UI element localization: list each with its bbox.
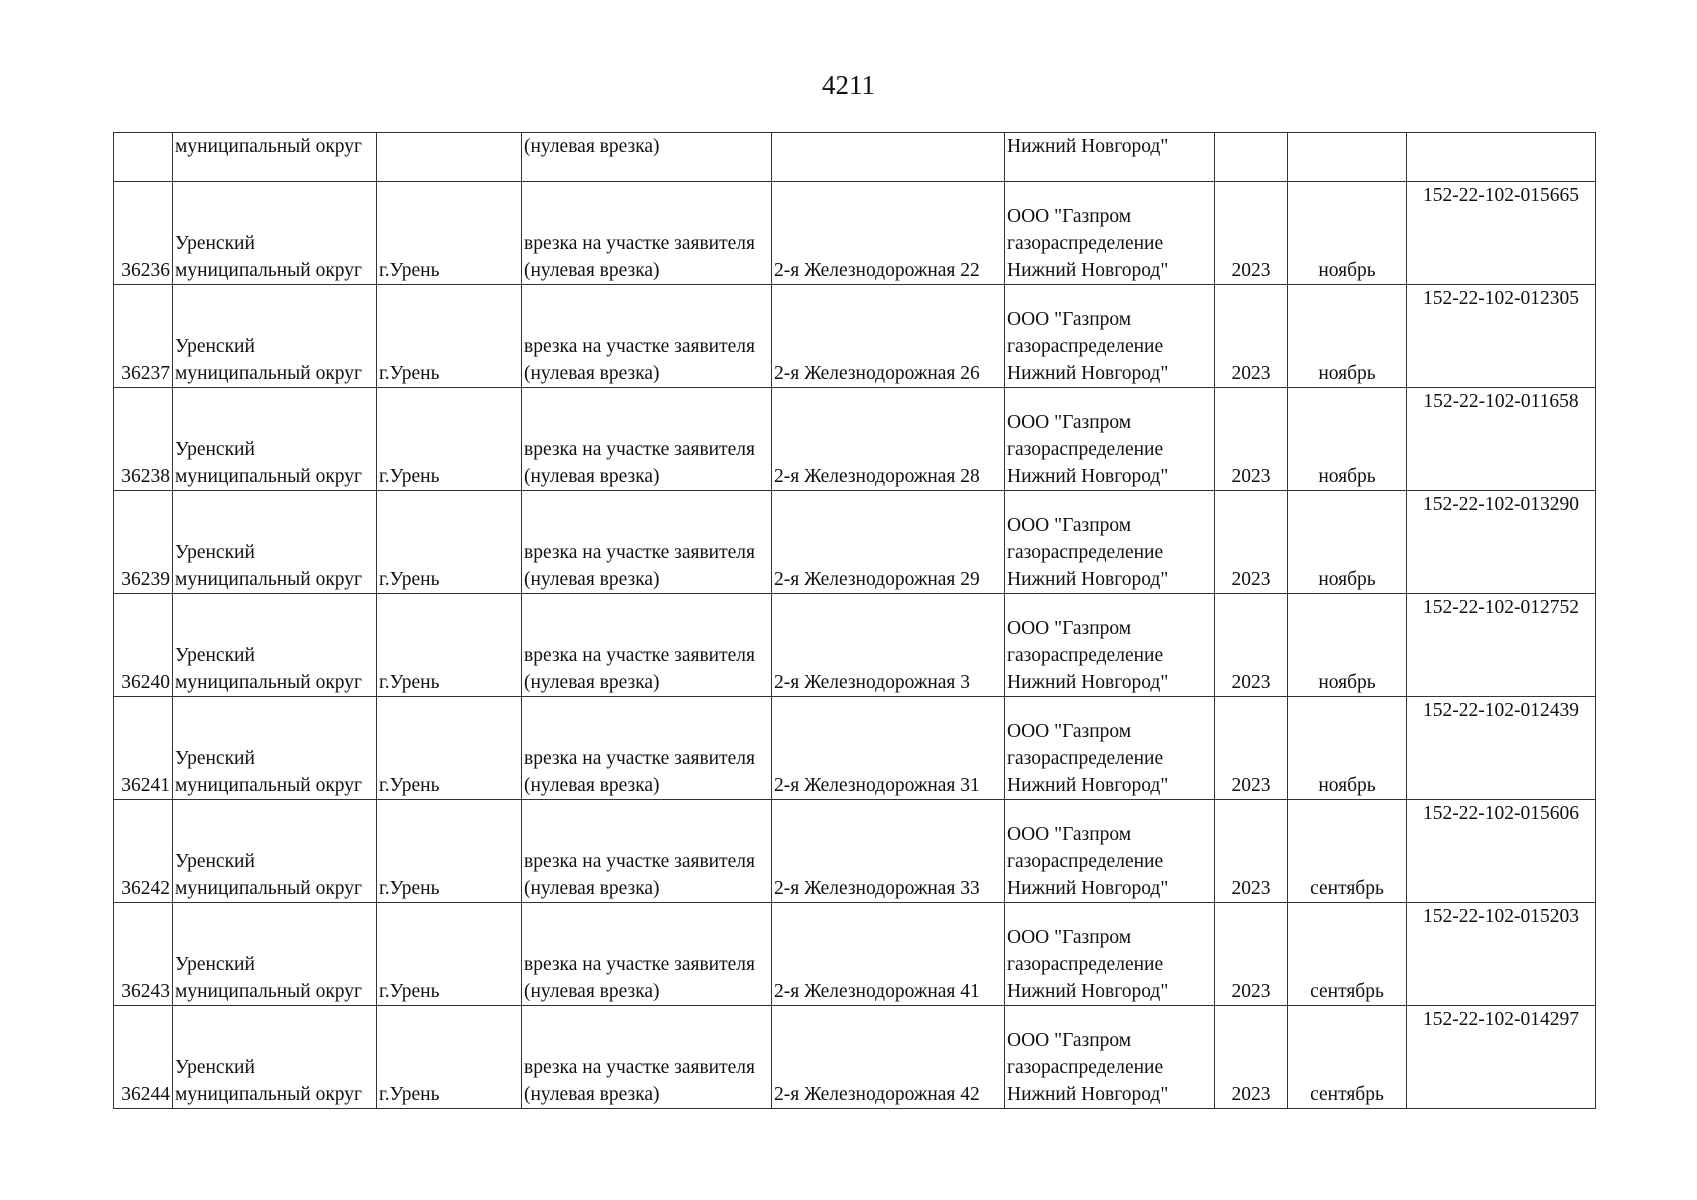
cell-year: [1215, 903, 1288, 1006]
cell-code: [1407, 182, 1596, 285]
method-line-1: врезка на участке заявителя: [524, 439, 755, 460]
cell-num: [114, 1006, 173, 1109]
table-row: [114, 182, 1596, 285]
cell-locality: [377, 800, 522, 903]
cell-year: [1215, 491, 1288, 594]
cell-num: [114, 800, 173, 903]
method-line-1: врезка на участке заявителя: [524, 748, 755, 769]
cell-district: муниципальный округ: [173, 133, 377, 182]
district-type: муниципальный округ: [175, 775, 363, 796]
cell-code: [1407, 133, 1596, 182]
table-row: [114, 697, 1596, 800]
org-line-1: ООО "Газпром: [1007, 618, 1132, 639]
org-line-1: ООО "Газпром: [1007, 927, 1132, 948]
cell-address: [772, 133, 1005, 182]
table-row: [114, 285, 1596, 388]
cell-address: [772, 697, 1005, 800]
year: 2023: [1231, 878, 1271, 899]
cell-code: [1407, 697, 1596, 800]
table-body: [114, 133, 1596, 1109]
district-name: Уренский: [175, 748, 255, 769]
method-line-2: (нулевая врезка): [524, 1084, 660, 1105]
registry-code: 152-22-102-015606: [1423, 803, 1579, 824]
cell-month: [1288, 133, 1407, 182]
district-type: муниципальный округ: [175, 878, 363, 899]
cell-address: [772, 1006, 1005, 1109]
district-name: Уренский: [175, 954, 255, 975]
org-line-2: газораспределение: [1007, 542, 1164, 563]
year: 2023: [1231, 775, 1271, 796]
address: 2-я Железнодорожная 41: [774, 981, 980, 1002]
locality: г.Урень: [379, 981, 440, 1002]
cell-num: [114, 285, 173, 388]
district-name: Уренский: [175, 542, 255, 563]
org-line-1: ООО "Газпром: [1007, 309, 1132, 330]
cell-code: [1407, 285, 1596, 388]
district-name: Уренский: [175, 233, 255, 254]
table-row: [114, 491, 1596, 594]
month: сентябрь: [1310, 878, 1384, 899]
cell-month: [1288, 491, 1407, 594]
cell-year: [1215, 697, 1288, 800]
org-line-3: Нижний Новгород": [1007, 260, 1169, 281]
cell-org: [1005, 903, 1215, 1006]
cell-method: [522, 800, 772, 903]
cell-address: [772, 800, 1005, 903]
cell-year: [1215, 285, 1288, 388]
cell-district: [173, 594, 377, 697]
address: 2-я Железнодорожная 22: [774, 260, 980, 281]
registry-code: 152-22-102-013290: [1423, 494, 1579, 515]
table-row: [114, 594, 1596, 697]
method-line-2: (нулевая врезка): [524, 363, 660, 384]
cell-num: [114, 182, 173, 285]
cell-method: [522, 182, 772, 285]
method-line-2: (нулевая врезка): [524, 260, 660, 281]
cell-org: [1005, 594, 1215, 697]
method-line-2: (нулевая врезка): [524, 672, 660, 693]
row-number: 36240: [121, 672, 170, 693]
cell-year: [1215, 133, 1288, 182]
cell-locality: [377, 388, 522, 491]
cell-locality: [377, 903, 522, 1006]
org-line-1: ООО "Газпром: [1007, 1030, 1132, 1051]
month: сентябрь: [1310, 1084, 1384, 1105]
registry-code: 152-22-102-012439: [1423, 700, 1579, 721]
cell-org: [1005, 1006, 1215, 1109]
month: сентябрь: [1310, 981, 1384, 1002]
district-type: муниципальный округ: [175, 1084, 363, 1105]
org-line-3: Нижний Новгород": [1007, 363, 1169, 384]
cell-month: [1288, 903, 1407, 1006]
district-type: муниципальный округ: [175, 363, 363, 384]
district-name: Уренский: [175, 439, 255, 460]
address: 2-я Железнодорожная 26: [774, 363, 980, 384]
row-number: 36241: [121, 775, 170, 796]
cell-org: [1005, 800, 1215, 903]
cell-year: [1215, 594, 1288, 697]
org-line-3: Нижний Новгород": [1007, 672, 1169, 693]
cell-org: [1005, 697, 1215, 800]
registry-code: 152-22-102-014297: [1423, 1009, 1579, 1030]
cell-locality: [377, 697, 522, 800]
org-line-2: газораспределение: [1007, 1057, 1164, 1078]
locality: г.Урень: [379, 466, 440, 487]
cell-locality: [377, 133, 522, 182]
gas-connection-table: [113, 132, 1596, 1109]
cell-address: [772, 903, 1005, 1006]
cell-method: [522, 388, 772, 491]
cell-locality: [377, 182, 522, 285]
org-line-2: газораспределение: [1007, 954, 1164, 975]
locality: г.Урень: [379, 363, 440, 384]
cell-org: [1005, 182, 1215, 285]
cell-method: [522, 903, 772, 1006]
cell-num: [114, 491, 173, 594]
locality: г.Урень: [379, 569, 440, 590]
cell-district: [173, 491, 377, 594]
cell-code: [1407, 903, 1596, 1006]
cell-district: [173, 388, 377, 491]
month: ноябрь: [1318, 363, 1376, 384]
cell-month: [1288, 388, 1407, 491]
cell-year: [1215, 388, 1288, 491]
cell-locality: [377, 1006, 522, 1109]
row-number: 36244: [121, 1084, 170, 1105]
month: ноябрь: [1318, 569, 1376, 590]
row-number: 36238: [121, 466, 170, 487]
locality: г.Урень: [379, 878, 440, 899]
registry-code: 152-22-102-012752: [1423, 597, 1579, 618]
org-line-2: газораспределение: [1007, 645, 1164, 666]
method-line-1: врезка на участке заявителя: [524, 954, 755, 975]
cell-code: [1407, 800, 1596, 903]
cell-address: [772, 594, 1005, 697]
district-type: муниципальный округ: [175, 981, 363, 1002]
cell-method: [522, 1006, 772, 1109]
cell-district: [173, 697, 377, 800]
org-line-2: газораспределение: [1007, 851, 1164, 872]
district-type: муниципальный округ: [175, 569, 363, 590]
address: 2-я Железнодорожная 3: [774, 672, 971, 693]
row-number: 36236: [121, 260, 170, 281]
cell-org: [1005, 491, 1215, 594]
cell-address: [772, 491, 1005, 594]
cell-method: [522, 285, 772, 388]
cell-year: [1215, 1006, 1288, 1109]
cell-address: [772, 285, 1005, 388]
year: 2023: [1231, 981, 1271, 1002]
month: ноябрь: [1318, 260, 1376, 281]
org-line-1: ООО "Газпром: [1007, 515, 1132, 536]
method-line-2: (нулевая врезка): [524, 878, 660, 899]
address: 2-я Железнодорожная 33: [774, 878, 980, 899]
cell-code: [1407, 1006, 1596, 1109]
method-line-1: врезка на участке заявителя: [524, 851, 755, 872]
cell-code: [1407, 388, 1596, 491]
method-line-2: (нулевая врезка): [524, 569, 660, 590]
locality: г.Урень: [379, 260, 440, 281]
cell-method: [522, 594, 772, 697]
registry-code: 152-22-102-015203: [1423, 906, 1579, 927]
address: 2-я Железнодорожная 29: [774, 569, 980, 590]
org-line-2: газораспределение: [1007, 748, 1164, 769]
cell-year: [1215, 800, 1288, 903]
district-type: муниципальный округ: [175, 466, 363, 487]
table-row: [114, 1006, 1596, 1109]
method-line-1: врезка на участке заявителя: [524, 645, 755, 666]
table-row: [114, 800, 1596, 903]
address: 2-я Железнодорожная 31: [774, 775, 980, 796]
cell-org: [1005, 285, 1215, 388]
cell-month: [1288, 800, 1407, 903]
district-name: Уренский: [175, 336, 255, 357]
org-line-1: ООО "Газпром: [1007, 206, 1132, 227]
year: 2023: [1231, 569, 1271, 590]
org-line-3: Нижний Новгород": [1007, 775, 1169, 796]
district-name: Уренский: [175, 645, 255, 666]
cell-method: [522, 491, 772, 594]
page-number: 4211: [822, 70, 875, 100]
org-line-3: Нижний Новгород": [1007, 878, 1169, 899]
table-row: [114, 388, 1596, 491]
cell-method: [522, 697, 772, 800]
address: 2-я Железнодорожная 42: [774, 1084, 980, 1105]
org-line-3: Нижний Новгород": [1007, 981, 1169, 1002]
cell-address: [772, 388, 1005, 491]
cell-num: [114, 388, 173, 491]
org-line-2: газораспределение: [1007, 233, 1164, 254]
method-line-1: врезка на участке заявителя: [524, 336, 755, 357]
locality: г.Урень: [379, 1084, 440, 1105]
row-number: 36237: [121, 363, 170, 384]
org-line-2: газораспределение: [1007, 439, 1164, 460]
cell-district: [173, 182, 377, 285]
cell-locality: [377, 594, 522, 697]
method-line-2: (нулевая врезка): [524, 981, 660, 1002]
cell-num: [114, 133, 173, 182]
cell-month: [1288, 182, 1407, 285]
method-line-2: (нулевая врезка): [524, 466, 660, 487]
district-type: муниципальный округ: [175, 672, 363, 693]
month: ноябрь: [1318, 466, 1376, 487]
table-row: [114, 903, 1596, 1006]
org-line-3: Нижний Новгород": [1007, 569, 1169, 590]
org-line-3: Нижний Новгород": [1007, 1084, 1169, 1105]
cell-code: [1407, 491, 1596, 594]
row-number: 36243: [121, 981, 170, 1002]
cell-month: [1288, 594, 1407, 697]
cell-locality: [377, 491, 522, 594]
cell-code: [1407, 594, 1596, 697]
month: ноябрь: [1318, 672, 1376, 693]
locality: г.Урень: [379, 672, 440, 693]
cell-district: [173, 285, 377, 388]
cell-year: [1215, 182, 1288, 285]
org-line-3: Нижний Новгород": [1007, 466, 1169, 487]
year: 2023: [1231, 466, 1271, 487]
org-line-2: газораспределение: [1007, 336, 1164, 357]
cell-district: [173, 903, 377, 1006]
registry-code: 152-22-102-011658: [1423, 391, 1579, 412]
cell-num: [114, 594, 173, 697]
cell-locality: [377, 285, 522, 388]
year: 2023: [1231, 1084, 1271, 1105]
method-line-1: врезка на участке заявителя: [524, 233, 755, 254]
row-number: 36242: [121, 878, 170, 899]
method-line-1: врезка на участке заявителя: [524, 542, 755, 563]
org-line-1: ООО "Газпром: [1007, 721, 1132, 742]
district-name: Уренский: [175, 851, 255, 872]
cell-num: [114, 903, 173, 1006]
method-line-1: врезка на участке заявителя: [524, 1057, 755, 1078]
year: 2023: [1231, 363, 1271, 384]
cell-month: [1288, 1006, 1407, 1109]
year: 2023: [1231, 260, 1271, 281]
cell-district: [173, 800, 377, 903]
month: ноябрь: [1318, 775, 1376, 796]
cell-org: Нижний Новгород": [1005, 133, 1215, 182]
cell-month: [1288, 285, 1407, 388]
district-type: муниципальный округ: [175, 260, 363, 281]
cell-address: [772, 182, 1005, 285]
continuation-row: [114, 133, 1596, 182]
cell-num: [114, 697, 173, 800]
method-line-2: (нулевая врезка): [524, 775, 660, 796]
address: 2-я Железнодорожная 28: [774, 466, 980, 487]
org-line-1: ООО "Газпром: [1007, 824, 1132, 845]
org-line-1: ООО "Газпром: [1007, 412, 1132, 433]
cell-month: [1288, 697, 1407, 800]
row-number: 36239: [121, 569, 170, 590]
year: 2023: [1231, 672, 1271, 693]
registry-code: 152-22-102-012305: [1423, 288, 1579, 309]
locality: г.Урень: [379, 775, 440, 796]
cell-district: [173, 1006, 377, 1109]
district-name: Уренский: [175, 1057, 255, 1078]
registry-code: 152-22-102-015665: [1423, 185, 1579, 206]
cell-org: [1005, 388, 1215, 491]
cell-method: (нулевая врезка): [522, 133, 772, 182]
